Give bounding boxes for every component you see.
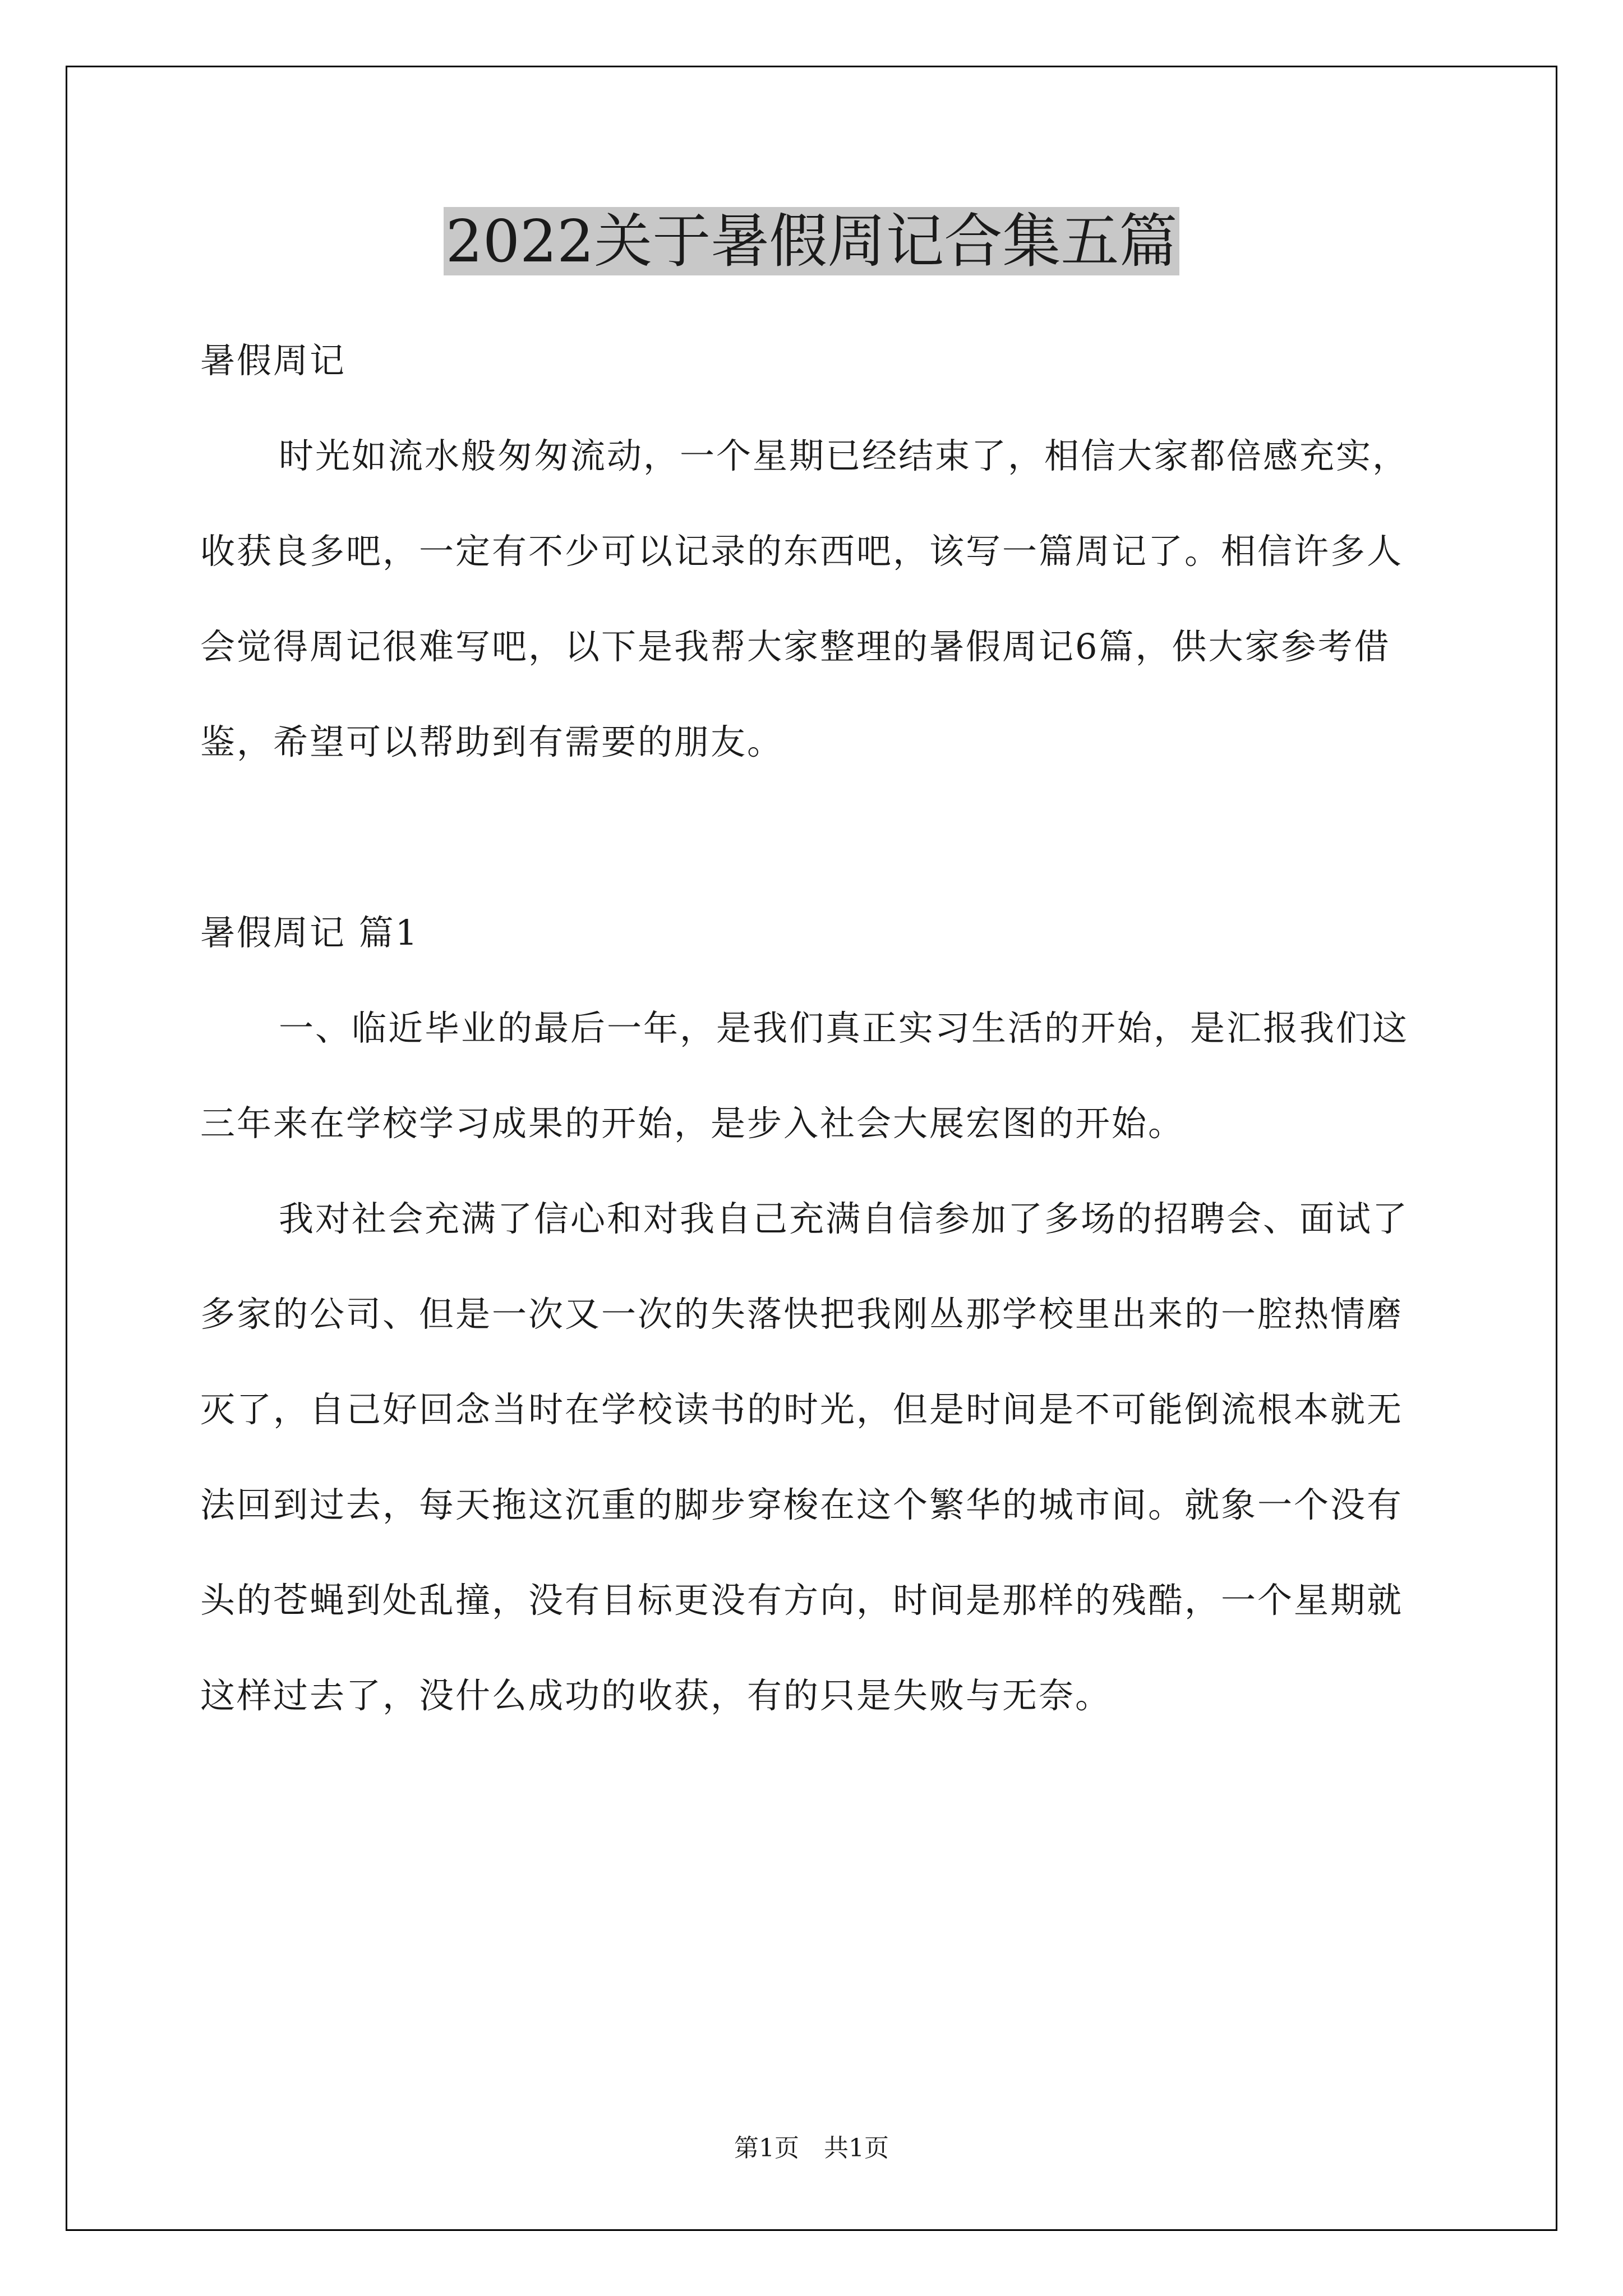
intro-paragraph: 时光如流水般匆匆流动，一个星期已经结束了，相信大家都倍感充实，收获良多吧，一定有不少可以记录的东西吧，该写一篇周记了。相信许多人会觉得周记很难写吧，以下是我帮大家整理的暑假周记6篇，供大家参考借鉴，希望可以帮助到有需要的朋友。: [200, 435, 1409, 762]
section-heading-1: 暑假周记 篇1: [200, 912, 419, 953]
page-number-footer: 第1页 共1页: [734, 2134, 889, 2162]
paragraph-1: 一、临近毕业的最后一年，是我们真正实习生活的开始，是汇报我们这三年来在学校学习成果的开始，是步入社会大展宏图的开始。: [200, 1007, 1409, 1144]
section-heading-intro: 暑假周记: [200, 340, 347, 381]
document-title-text: 2022关于暑假周记合集五篇: [444, 207, 1180, 275]
paragraph-2: 我对社会充满了信心和对我自己充满自信参加了多场的招聘会、面试了多家的公司、但是一次又一次的失落快把我刚丛那学校里出来的一腔热情磨灭了，自己好回念当时在学校读书的时光，但是时间是不可能倒流根本就无法回到过去，每天拖这沉重的脚步穿梭在这个繁华的城市间。就象一个没有头的苍蝇到处乱撞，没有目标更没有方向，时间是那样的残酷，一个星期就这样过去了，没什么成功的收获，有的只是失败与无奈。: [200, 1198, 1409, 1716]
section-spacer: [200, 790, 1434, 885]
document-title: [0, 202, 1623, 280]
document-body: [200, 313, 1434, 1743]
